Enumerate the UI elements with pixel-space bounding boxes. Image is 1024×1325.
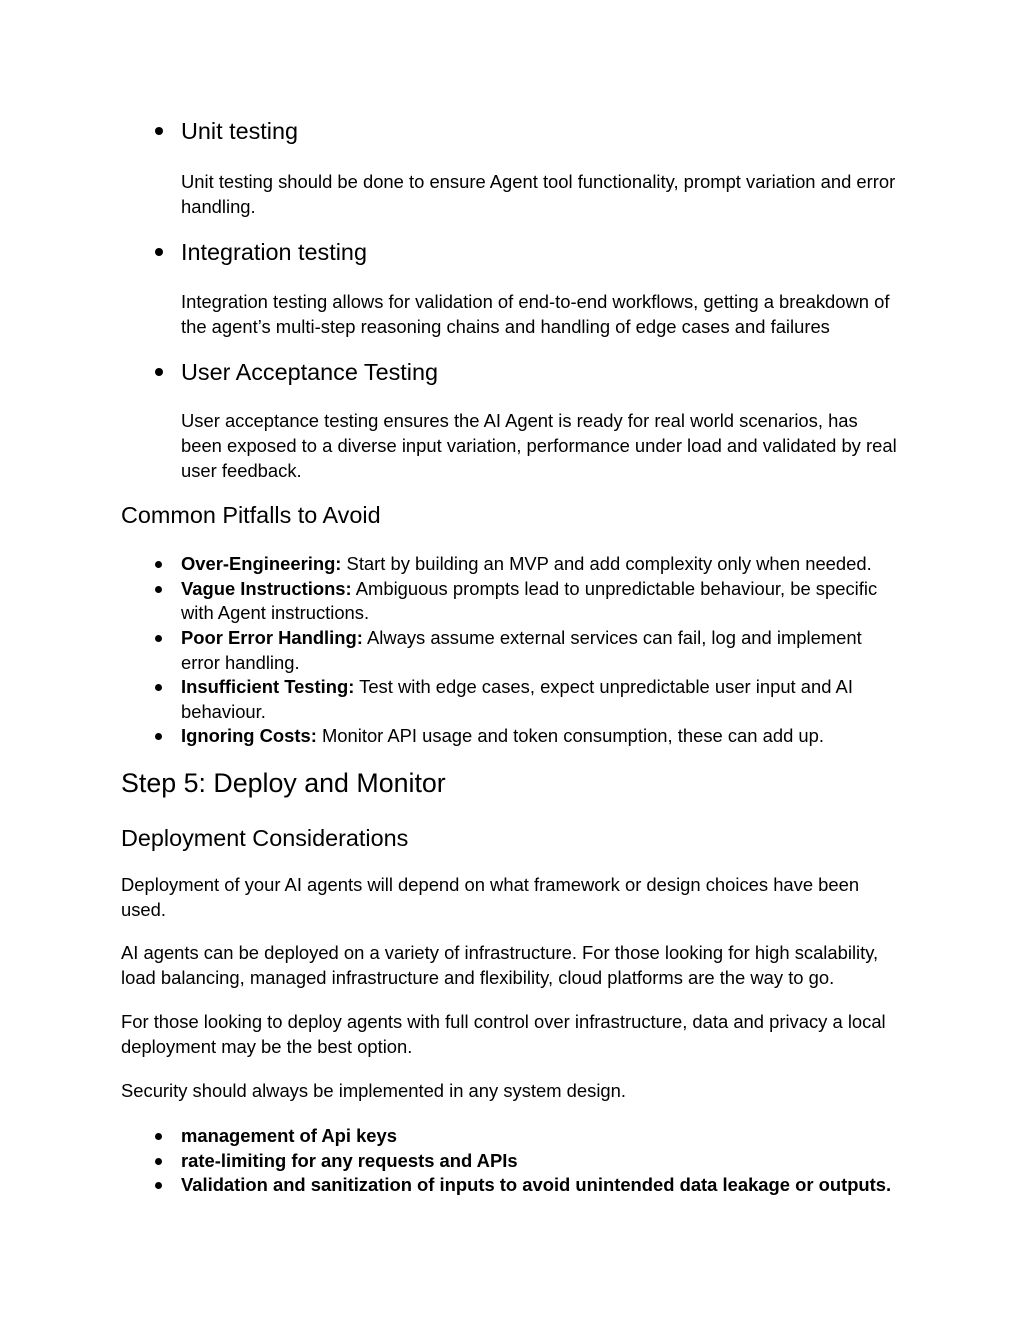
step-heading: Step 5: Deploy and Monitor xyxy=(121,767,446,798)
bullet-heading-integration-testing xyxy=(121,238,903,266)
paragraph-deployment-1: Deployment of your AI agents will depend on what framework or design choices have been used. xyxy=(121,873,860,920)
pitfalls-list xyxy=(121,552,903,749)
bullet-icon xyxy=(155,733,162,740)
pitfall-term: Over-Engineering: xyxy=(181,553,342,575)
security-item xyxy=(121,1124,903,1149)
bullet-heading-label: Unit testing xyxy=(181,118,299,144)
pitfall-term: Ignoring Costs: xyxy=(181,725,317,747)
paragraph-unit-testing: Unit testing should be done to ensure Agent tool functionality, prompt variation and error handling. xyxy=(181,171,896,217)
bullet-icon xyxy=(155,1182,162,1189)
pitfall-item xyxy=(121,552,903,577)
paragraph-integration-testing: Integration testing allows for validation of end-to-end workflows, getting a breakdown of the agent’s multi-step reasoning chains and handling of edge cases and failures xyxy=(181,291,890,337)
bullet-icon xyxy=(155,368,163,376)
bullet-heading-user-acceptance-testing xyxy=(121,358,903,386)
bullet-icon xyxy=(155,561,162,568)
bullet-icon xyxy=(155,1158,162,1165)
pitfall-item xyxy=(121,675,903,724)
pitfall-term: Vague Instructions: xyxy=(181,577,352,599)
bullet-icon xyxy=(155,1133,162,1140)
paragraph-deployment-2: AI agents can be deployed on a variety of infrastructure. For those looking for high scalability, load balancing, managed infrastructure and flexibility, cloud platforms are the way to go. xyxy=(121,942,879,988)
bullet-heading-unit-testing xyxy=(121,117,903,145)
pitfall-term: Insufficient Testing: xyxy=(181,676,355,698)
bullet-icon xyxy=(155,635,162,642)
pitfall-description: Test with edge cases, expect unpredictable user input and AI behaviour. xyxy=(181,676,853,722)
bullet-icon xyxy=(155,248,163,256)
paragraph-user-acceptance-testing: User acceptance testing ensures the AI Agent is ready for real world scenarios, has been exposed to a diverse input variation, performance under load and validated by real user feedback. xyxy=(181,410,897,481)
security-item xyxy=(121,1149,903,1174)
section-heading-deployment-considerations: Deployment Considerations xyxy=(121,824,409,851)
paragraph-security: Security should always be implemented in any system design. xyxy=(121,1080,626,1102)
security-item-label: Validation and sanitization of inputs to avoid unintended data leakage or outputs. xyxy=(181,1174,892,1196)
security-item xyxy=(121,1173,903,1198)
pitfall-description: Monitor API usage and token consumption, these can add up. xyxy=(316,725,824,747)
bullet-icon xyxy=(155,684,162,691)
security-list xyxy=(121,1124,903,1198)
paragraph-deployment-3: For those looking to deploy agents with full control over infrastructure, data and privacy a local deployment may be the best option. xyxy=(121,1011,886,1057)
pitfall-item xyxy=(121,724,903,749)
pitfall-description: Always assume external services can fail, log and implement error handling. xyxy=(181,626,862,673)
security-item-label: rate-limiting for any requests and APIs xyxy=(181,1149,518,1171)
pitfall-term: Poor Error Handling: xyxy=(181,626,363,648)
pitfall-description: Ambiguous prompts lead to unpredictable behaviour, be specific with Agent instructions. xyxy=(181,577,878,624)
security-item-label: management of Api keys xyxy=(181,1125,397,1147)
bullet-heading-label: Integration testing xyxy=(181,239,367,266)
pitfall-item xyxy=(121,577,903,626)
bullet-heading-label: User Acceptance Testing xyxy=(181,359,439,386)
bullet-icon xyxy=(155,586,162,593)
pitfall-item xyxy=(121,626,903,675)
pitfall-description: Start by building an MVP and add complexity only when needed. xyxy=(341,553,872,575)
bullet-icon xyxy=(155,127,163,135)
section-heading-common-pitfalls: Common Pitfalls to Avoid xyxy=(121,502,381,529)
